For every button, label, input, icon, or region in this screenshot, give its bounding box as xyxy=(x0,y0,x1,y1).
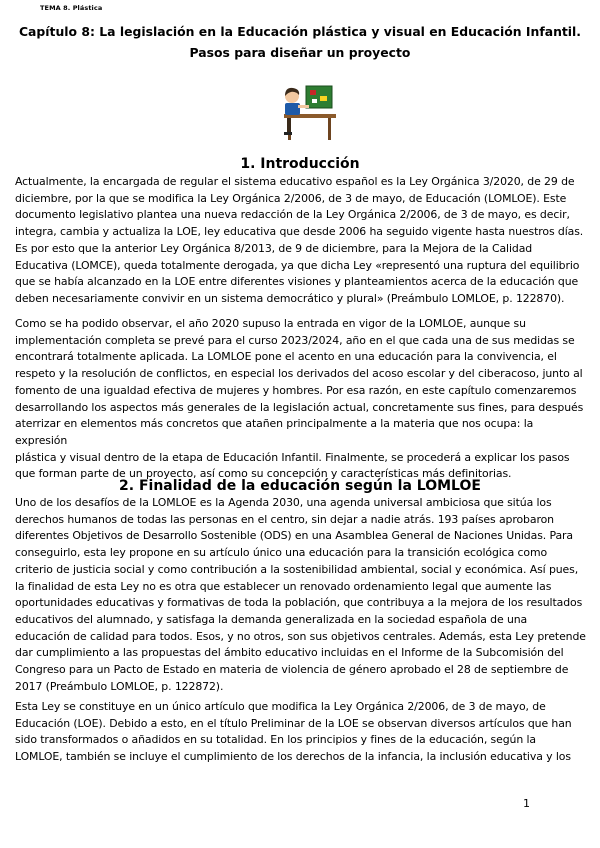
text-line: que se había alcanzado en la LOE entre diferentes visiones y planteamientos acerca de la educación que xyxy=(15,275,579,289)
chapter-title xyxy=(10,21,590,63)
section-2-heading: 2. Finalidad de la educación según la LOMLOE xyxy=(119,478,481,494)
table-leg-right xyxy=(328,118,331,140)
text-line: implementación completa se prevé para el curso 2023/2024, año en el que cada una de sus medidas se xyxy=(15,333,575,347)
text-line: desarrollando los aspectos más generales de la legislación actual, concretamente sus fines, para después xyxy=(15,400,584,414)
text-line: Uno de los desafíos de la LOMLOE es la Agenda 2030, una agenda universal ambiciosa que sitúa los xyxy=(15,496,552,509)
text-line: deben necesariamente convivir en un sistema democrático y plural» (Preámbulo LOMLOE, p. 122870). xyxy=(15,291,565,305)
text-line: Esta Ley se constituye en un único artículo que modifica la Ley Orgánica 2/2006, de 3 de mayo, de xyxy=(15,700,546,713)
child-shoe xyxy=(284,132,292,135)
section-2-paragraph-2 xyxy=(15,699,587,766)
child-painting-icon xyxy=(270,84,340,142)
child-arm xyxy=(298,105,309,108)
text-line: fomento de una igualdad efectiva de mujeres y hombres. Por esa razón, en este capítulo comenzaremos xyxy=(15,383,577,397)
paint-spot-red xyxy=(310,90,316,95)
page-number: 1 xyxy=(523,797,530,810)
text-line: plástica y visual dentro de la etapa de Educación Infantil. Finalmente, se procederá a explicar los pasos xyxy=(15,450,570,464)
child-legs xyxy=(287,118,291,132)
text-line: Educación (LOE). Debido a esto, en el título Preliminar de la LOE se observan diversos artículos que han xyxy=(15,716,572,730)
text-line: criterio de justicia social y como contribución a la sostenibilidad ambiental, social y económica. Así pues, xyxy=(15,562,579,576)
text-line: encontrará totalmente aplicada. La LOMLOE pone el acento en una educación para la convivencia, el xyxy=(15,350,557,364)
text-line: educativos del alumnado, y satisfaga la demanda generalizada en la sociedad española de una xyxy=(15,612,528,626)
text-line: derechos humanos de todas las personas en el centro, sin dejar a nadie atrás. 193 países aprobaron xyxy=(15,512,554,526)
paint-spot-white xyxy=(312,99,317,103)
child-painting-illustration xyxy=(270,84,340,142)
text-line: 2017 (Preámbulo LOMLOE, p. 122872). xyxy=(15,679,224,693)
text-line: diciembre, por la que se modifica la Ley Orgánica 2/2006, de 3 de mayo, de Educación (LOMLOE). Este xyxy=(15,191,567,205)
text-line: la finalidad de esta Ley no es otra que establecer un renovado ordenamiento legal que aumente las xyxy=(15,579,552,593)
text-line: Actualmente, la encargada de regular el sistema educativo español es la Ley Orgánica 3/2020, de 29 de xyxy=(15,175,575,188)
text-line: dar cumplimiento a las propuestas del ámbito educativo incluidas en el Informe de la Subcomisión del xyxy=(15,646,564,660)
text-line: que forman parte de un proyecto, así como su concepción y características más definitorias. xyxy=(15,467,512,481)
child-shirt xyxy=(285,103,300,115)
text-line: LOMLOE, también se incluye el cumplimiento de los derechos de la infancia, la inclusión educativa y los xyxy=(15,750,571,764)
text-line: conseguirlo, esta ley propone en su artículo único una educación para la transición ecológica como xyxy=(15,546,548,560)
paint-spot-yellow xyxy=(320,96,327,101)
text-line: oportunidades educativas y formativas de toda la población, que contribuya a la mejora de los resultados xyxy=(15,596,583,610)
text-line: respeto y la resolución de conflictos, en especial los derivados del acoso escolar y del ciberacoso, junto al xyxy=(15,367,583,381)
text-line: documento legislativo plantea una nueva redacción de la Ley Orgánica 2/2006, de 3 de mayo, es decir, xyxy=(15,208,570,222)
text-line: educación de calidad para todos. Esos, y no otros, son sus objetivos centrales. Además, esta Ley pretende xyxy=(15,629,586,643)
text-line: integra, cambia y actualiza la LOE, ley educativa que desde 2006 ha seguido vigente hasta nuestros días. xyxy=(15,225,584,239)
easel-board xyxy=(306,86,332,108)
section-1-heading: 1. Introducción xyxy=(240,156,360,172)
text-line: Como se ha podido observar, el año 2020 supuso la entrada en vigor de la LOMLOE, aunque su xyxy=(15,317,526,330)
chapter-title-line-1: Capítulo 8: La legislación en la Educación plástica y visual en Educación Infantil. xyxy=(18,24,582,39)
text-line: Es por esto que la anterior Ley Orgánica 8/2013, de 9 de diciembre, para la Mejora de la Calidad xyxy=(15,241,533,255)
running-header: TEMA 8. Plástica xyxy=(40,4,103,12)
text-line: diferentes Objetivos de Desarrollo Sostenible (ODS) en una Asamblea General de Naciones Unidas. Para xyxy=(15,529,573,543)
text-line: sido transformados o añadidos en su totalidad. En los principios y fines de la educación, según la xyxy=(15,733,537,747)
section-1-paragraph-1 xyxy=(15,174,587,308)
chapter-title-line-2: Pasos para diseñar un proyecto xyxy=(189,45,411,60)
section-2-paragraph-1 xyxy=(15,495,587,695)
text-line: Educativa (LOMCE), queda totalmente derogada, ya que dicha Ley «representó una ruptura del equilibrio xyxy=(15,258,580,272)
text-line: aterrizar en elementos más concretos que atañen principalmente a la materia que nos ocupa: la expresión xyxy=(15,417,534,447)
section-1-paragraph-2 xyxy=(15,316,587,483)
text-line: Congreso para un Pacto de Estado en materia de violencia de género aprobado el 28 de septiembre de xyxy=(15,663,569,677)
